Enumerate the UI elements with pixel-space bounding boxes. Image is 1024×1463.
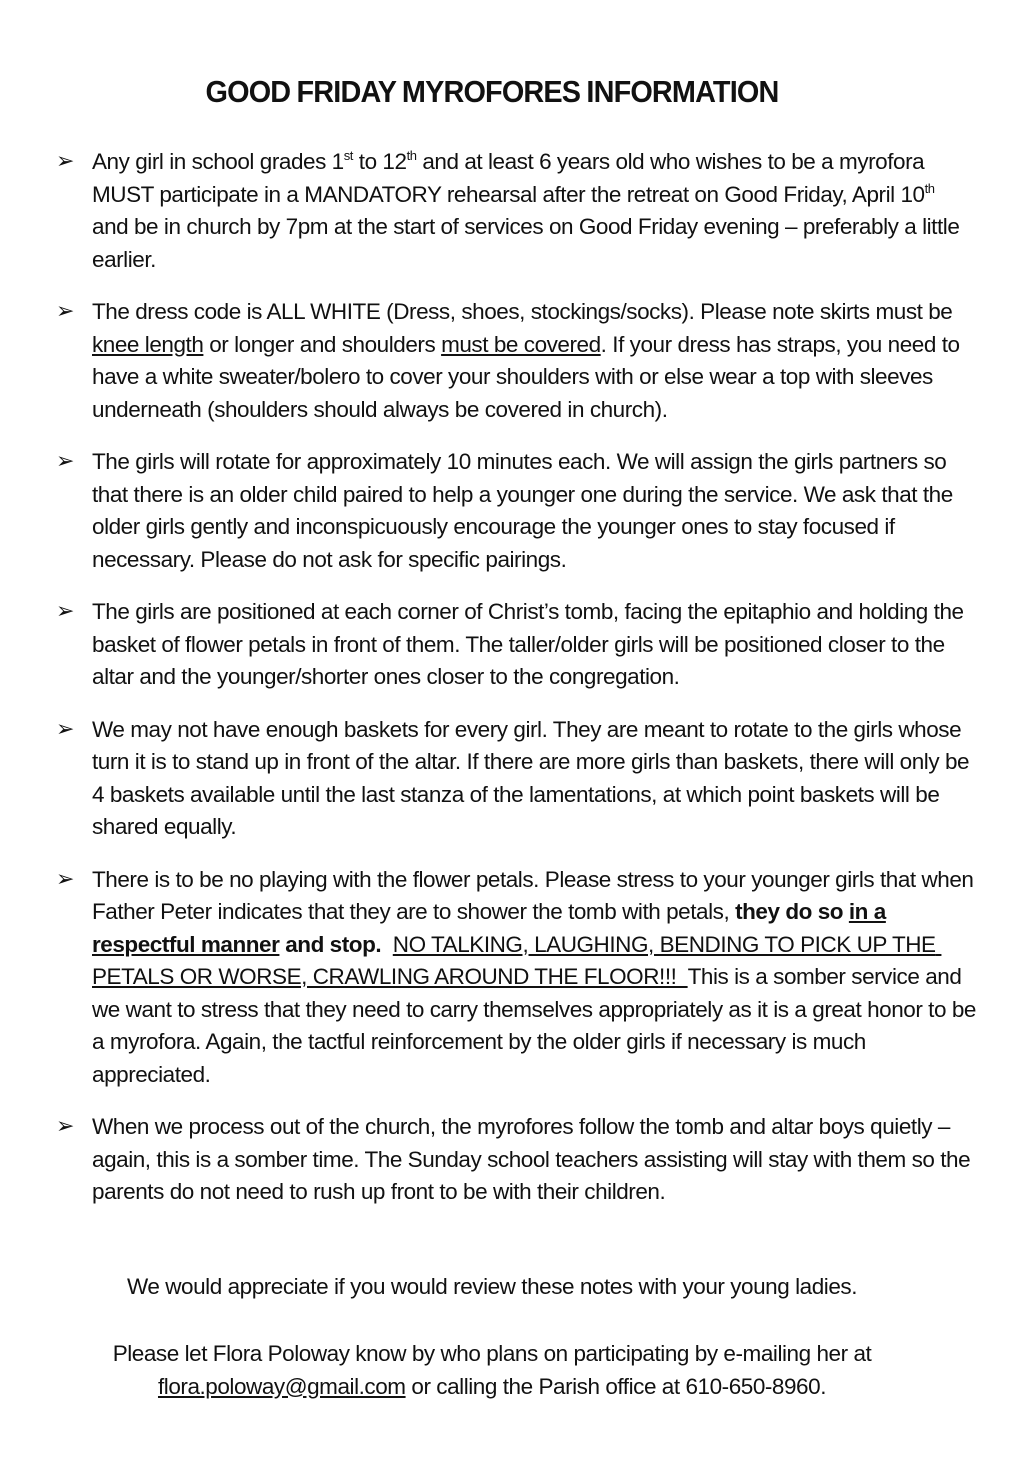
bold-text: they do so	[735, 899, 849, 924]
arrowhead-bullet-icon: ➢	[56, 716, 74, 742]
email-link[interactable]: flora.poloway@gmail.com	[157, 1373, 406, 1399]
list-item: ➢ When we process out of the church, the myrofores follow the tomb and altar boys quietly – again, this is a somber time. The Sunday school teachers assisting will stay with them so the parents do not need to rush up front to be with their children.	[56, 1111, 976, 1209]
list-item: ➢ Any girl in school grades 1st to 12th and at least 6 years old who wishes to be a myrofora MUST participate in a MANDATORY rehearsal after the retreat on Good Friday, April 10th and be in church by 7pm at the start of services on Good Friday evening – preferably a little earlier.	[56, 148, 960, 272]
bold-text: and stop.	[279, 931, 382, 957]
list-item: ➢ The dress code is ALL WHITE (Dress, shoes, stockings/socks). Please note skirts must be knee length or longer and shoulders must be covered. If your dress has straps, you need to have a white sweater/bolero to cover your shoulders with or else wear a top with sleeves underneath (shoulders should always be covered in church).	[56, 296, 976, 426]
underlined-text: knee length	[92, 331, 204, 357]
underlined-warning: NO TALKING, LAUGHING, BENDING TO PICK UP THE PETALS OR WORSE, CRAWLING AROUND THE FLOOR!!!	[92, 931, 942, 989]
arrowhead-bullet-icon: ➢	[56, 449, 74, 474]
bold-underlined-text: in a respectful manner	[92, 899, 886, 957]
list-item: ➢ We may not have enough baskets for every girl. They are meant to rotate to the girls whose turn it is to stand up in front of the altar. If there are more girls than baskets, there will only be 4 baskets available until the last stanza of the lamentations, at which point baskets will be shared equally.	[56, 714, 976, 844]
arrowhead-bullet-icon: ➢	[56, 149, 74, 174]
underlined-text: must be covered	[441, 331, 601, 357]
list-item: ➢ There is to be no playing with the flower petals. Please stress to your younger girls that when Father Peter indicates that they are to shower the tomb with petals, they do so in a respectful manner and stop. NO TALKING, LAUGHING, BENDING TO PICK UP THE PETALS OR WORSE, CRAWLING AROUND THE FLOOR!!! This is a somber service and we want to stress that they need to carry themselves appropriately as it is a great honor to be a myrofora. Again, the tactful reinforcement by the older girls if necessary is much appreciated.	[56, 864, 976, 1092]
info-list	[56, 146, 976, 1229]
list-item: ➢ The girls will rotate for approximately 10 minutes each. We will assign the girls partners so that there is an older child paired to help a younger one during the service. We ask that the older girls gently and inconspicuously encourage the younger ones to stay focused if necessary. Please do not ask for specific pairings.	[56, 446, 976, 576]
arrowhead-bullet-icon: ➢	[56, 299, 74, 324]
arrowhead-bullet-icon: ➢	[56, 866, 74, 892]
page-title: GOOD FRIDAY MYROFORES INFORMATION	[205, 74, 779, 109]
contact-note: Please let Flora Poloway know by who plans on participating by e-mailing her at flora.poloway@gmail.com or calling the Parish office at 610-650-8960.	[112, 1341, 872, 1399]
arrowhead-bullet-icon: ➢	[56, 1114, 74, 1139]
arrowhead-bullet-icon: ➢	[56, 599, 74, 624]
list-item: ➢ The girls are positioned at each corner of Christ’s tomb, facing the epitaphio and holding the basket of flower petals in front of them. The taller/older girls will be positioned closer to the altar and the younger/shorter ones closer to the congregation.	[56, 596, 976, 694]
closing-note: We would appreciate if you would review these notes with your young ladies.	[126, 1274, 857, 1299]
